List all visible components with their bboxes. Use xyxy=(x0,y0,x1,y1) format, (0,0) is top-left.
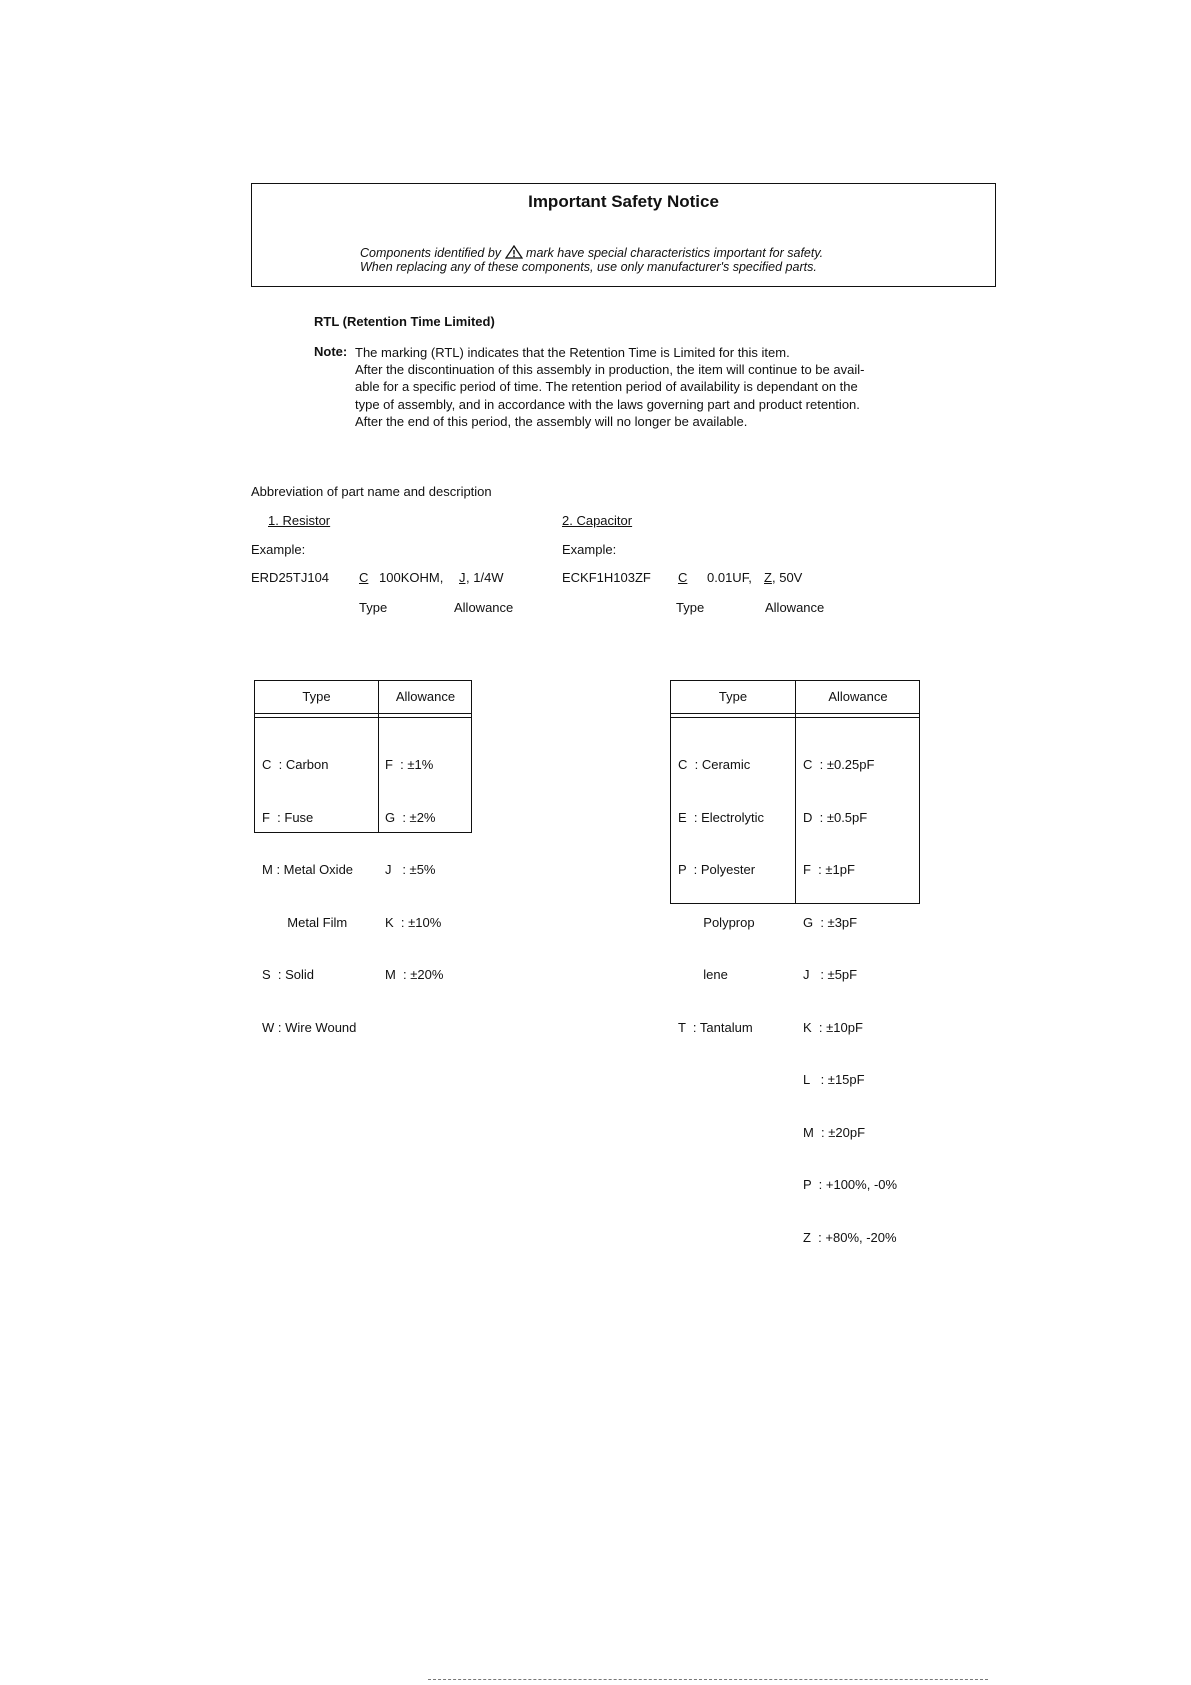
capacitor-type-code: C xyxy=(678,570,688,585)
list-item: S : Solid xyxy=(262,967,315,982)
capacitor-allowance-code: Z xyxy=(764,570,772,585)
list-item: G : ±3pF xyxy=(803,914,858,930)
resistor-allowance-list xyxy=(385,721,443,1019)
list-item: M : ±20% xyxy=(385,967,444,982)
note-label: Note: xyxy=(314,344,348,359)
capacitor-rating: , 50V xyxy=(772,570,803,585)
capacitor-part-number: ECKF1H103ZF xyxy=(562,570,651,585)
resistor-rating: , 1/4W xyxy=(466,570,504,585)
list-item: K : ±10pF xyxy=(803,1019,863,1035)
list-item: E : Electrolytic xyxy=(678,809,764,825)
list-item: L : ±15pF xyxy=(803,1072,865,1087)
capacitor-type-label: Type xyxy=(676,600,705,615)
resistor-allowance-label: Allowance xyxy=(454,600,514,615)
capacitor-table-header-type: Type xyxy=(718,689,748,704)
safety-notice-box xyxy=(251,183,996,287)
safety-notice-line2: When replacing any of these components, use only manufacturer's specified parts. xyxy=(360,260,817,274)
list-item: M : ±20pF xyxy=(803,1124,866,1140)
list-item: C : ±0.25pF xyxy=(803,757,875,772)
capacitor-type-list xyxy=(678,721,764,1071)
capacitor-example-label: Example: xyxy=(562,542,617,557)
list-item: M : Metal Oxide xyxy=(262,862,354,877)
rtl-title: RTL (Retention Time Limited) xyxy=(314,314,495,329)
list-item: K : ±10% xyxy=(385,914,442,930)
note-body xyxy=(355,344,945,430)
capacitor-allowance-list xyxy=(803,721,897,1281)
abbreviation-heading: Abbreviation of part name and description xyxy=(251,484,492,499)
list-item: F : ±1pF xyxy=(803,862,855,877)
note-line: The marking (RTL) indicates that the Retention Time is Limited for this item. xyxy=(355,345,790,360)
list-item: C : Ceramic xyxy=(678,757,751,772)
resistor-title: 1. Resistor xyxy=(268,513,331,528)
list-item: Metal Film xyxy=(262,914,348,930)
list-item: P : Polyester xyxy=(678,862,756,877)
capacitor-title: 2. Capacitor xyxy=(562,513,633,528)
resistor-table-header-allowance: Allowance xyxy=(395,689,456,704)
resistor-value: 100KOHM, xyxy=(379,570,444,585)
list-item: J : ±5pF xyxy=(803,967,858,982)
list-item: J : ±5% xyxy=(385,862,436,877)
note-line: able for a specific period of time. The retention period of availability is dependant on the xyxy=(355,379,858,395)
list-item: P : +100%, -0% xyxy=(803,1177,898,1192)
resistor-table-header-type: Type xyxy=(302,689,331,704)
resistor-type-code: C xyxy=(359,570,369,585)
list-item: F : Fuse xyxy=(262,809,314,825)
resistor-legend-table xyxy=(254,680,472,1035)
safety-notice-line1-post: mark have special characteristics important for safety. xyxy=(526,246,824,260)
safety-notice-title: Important Safety Notice xyxy=(528,192,719,211)
warning-triangle-icon xyxy=(505,245,523,259)
safety-notice-text xyxy=(360,245,823,274)
list-item: lene xyxy=(678,967,728,982)
list-item: D : ±0.5pF xyxy=(803,809,868,825)
resistor-type-list xyxy=(262,721,356,1071)
resistor-allowance-code: J xyxy=(459,570,466,585)
resistor-type-label: Type xyxy=(359,600,388,615)
list-item: C : Carbon xyxy=(262,757,329,772)
capacitor-table-header-allowance: Allowance xyxy=(828,689,888,704)
resistor-part-number: ERD25TJ104 xyxy=(251,570,330,585)
page-footer-rule xyxy=(428,1679,988,1680)
note-line: After the end of this period, the assembly will no longer be available. xyxy=(355,413,748,429)
list-item: Polyprop xyxy=(678,914,755,930)
note-line: type of assembly, and in accordance with the laws governing part and product retention. xyxy=(355,396,860,412)
capacitor-value: 0.01UF, xyxy=(707,570,752,585)
list-item: W : Wire Wound xyxy=(262,1019,357,1035)
list-item: F : ±1% xyxy=(385,757,434,772)
note-line: After the discontinuation of this assembly in production, the item will continue to be avail- xyxy=(355,362,865,378)
capacitor-legend-table xyxy=(670,680,920,1245)
capacitor-allowance-label: Allowance xyxy=(765,600,825,615)
list-item: Z : +80%, -20% xyxy=(803,1229,897,1245)
resistor-example-label: Example: xyxy=(251,542,306,557)
list-item: T : Tantalum xyxy=(678,1019,753,1035)
safety-notice-line1-pre: Components identified by xyxy=(360,246,502,260)
list-item: G : ±2% xyxy=(385,809,436,825)
